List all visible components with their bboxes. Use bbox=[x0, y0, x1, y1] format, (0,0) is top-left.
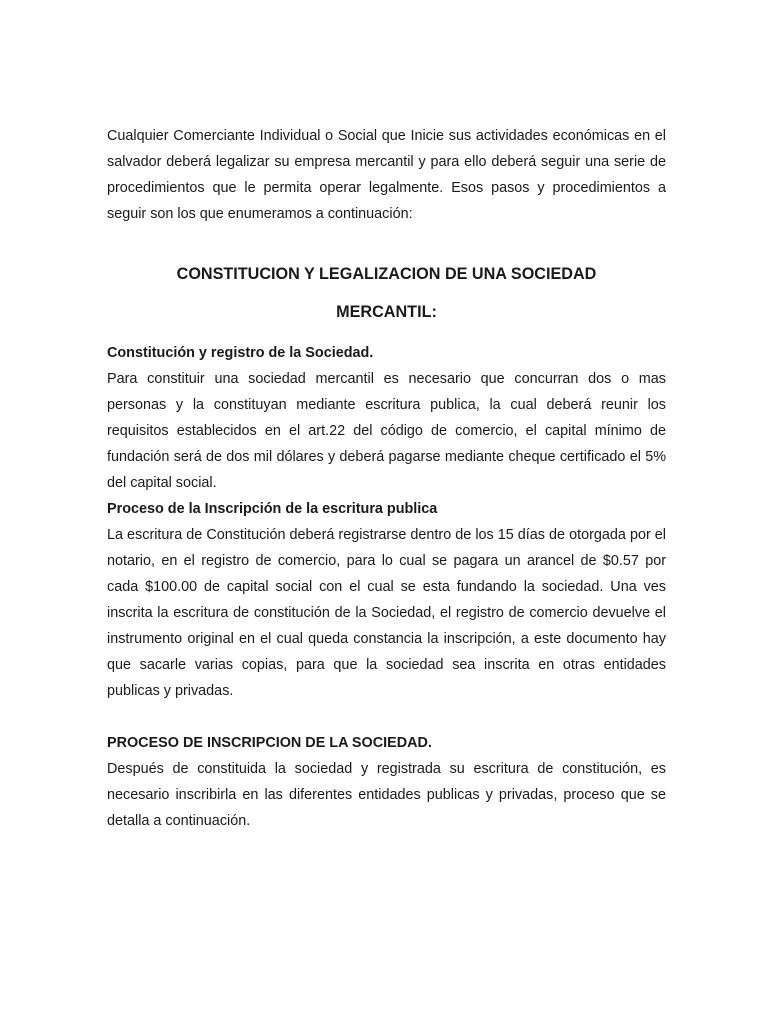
section1-heading: Constitución y registro de la Sociedad. bbox=[107, 345, 374, 361]
intro-paragraph: Cualquier Comerciante Individual o Social que Inicie sus actividades económicas en el salvador deberá legalizar su empresa mercantil y para ello deberá seguir una serie de procedimientos que le permita operar legalmente. Esos pasos y procedimientos a seguir son los que enumeramos a continuación: bbox=[107, 128, 666, 222]
section2-heading: Proceso de la Inscripción de la escritura publica bbox=[107, 501, 438, 517]
section1-body: Para constituir una sociedad mercantil es necesario que concurran dos o mas personas y la constituyan mediante escritura publica, la cual deberá reunir los requisitos establecidos en el art.22 del código de comercio, el capital mínimo de fundación será de dos mil dólares y deberá pagarse mediante cheque certificado el 5% del capital social. bbox=[107, 371, 666, 491]
section2-body: La escritura de Constitución deberá registrarse dentro de los 15 días de otorgada por el notario, en el registro de comercio, para lo cual se pagara un arancel de $0.57 por cada $100.00 de capital social con el cual se esta fundando la sociedad. Una ves inscrita la escritura de constitución de la Sociedad, el registro de comercio devuelve el instrumento original en el cual queda constancia la inscripción, a este documento hay que sacarle varias copias, para que la sociedad sea inscrita en otras entidades publicas y privadas. bbox=[107, 527, 666, 699]
section3-heading: PROCESO DE INSCRIPCION DE LA SOCIEDAD. bbox=[107, 735, 432, 751]
document-title-line2: MERCANTIL: bbox=[336, 303, 437, 321]
document-page bbox=[107, 123, 666, 834]
section3-body: Después de constituida la sociedad y registrada su escritura de constitución, es necesario inscribirla en las diferentes entidades publicas y privadas, proceso que se detalla a continuación. bbox=[107, 761, 666, 829]
document-title-line1: CONSTITUCION Y LEGALIZACION DE UNA SOCIEDAD bbox=[176, 265, 597, 283]
